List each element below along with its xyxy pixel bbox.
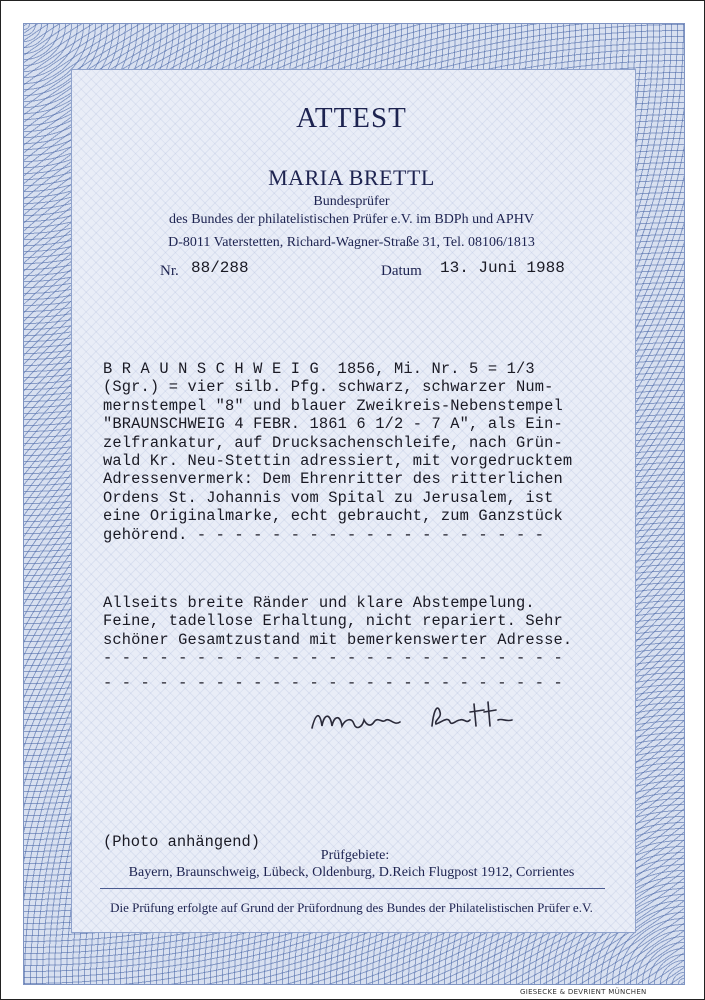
examiner-signature bbox=[300, 690, 540, 745]
description-line: B R A U N S C H W E I G 1856, Mi. Nr. 5 = 1/3 bbox=[103, 360, 535, 378]
printer-mark: GIESECKE & DEVRIENT MÜNCHEN bbox=[520, 988, 647, 996]
pruefgebiete-label: Prüfgebiete: bbox=[320, 848, 390, 863]
description-line: Ordens St. Johannis vom Spital zu Jerusalem, ist bbox=[103, 488, 554, 507]
examiner-name: MARIA BRETTL bbox=[268, 165, 435, 190]
condition-paragraph bbox=[103, 594, 572, 668]
condition-line: Feine, tadellose Erhaltung, nicht repariert. Sehr bbox=[103, 612, 563, 631]
description-line: gehörend. - - - - - - - - - - - - - - - - - - - bbox=[103, 525, 545, 544]
date-label: Datum bbox=[381, 263, 422, 279]
footer-rule bbox=[100, 888, 605, 889]
examiner-association: des Bundes der philatelistischen Prüfer e.V. im BDPh und APHV bbox=[169, 212, 534, 227]
pruefgebiete-list: Bayern, Braunschweig, Lübeck, Oldenburg, D.Reich Flugpost 1912, Corrientes bbox=[128, 865, 575, 880]
description-line: wald Kr. Neu-Stettin adressiert, mit vorgedrucktem bbox=[103, 452, 573, 471]
certificate-number: 88/288 bbox=[191, 259, 249, 277]
description-line: Adressenvermerk: Dem Ehrenritter des ritterlichen bbox=[103, 470, 563, 489]
condition-line: - - - - - - - - - - - - - - - - - - - - - - - - - bbox=[103, 649, 563, 668]
description-line: "BRAUNSCHWEIG 4 FEBR. 1861 6 1/2 - 7 A", als Ein- bbox=[103, 415, 563, 434]
dash-separator: - - - - - - - - - - - - - - - - - - - - - - - - - bbox=[103, 674, 563, 692]
certificate-date: 13. Juni 1988 bbox=[440, 259, 565, 277]
description-paragraph bbox=[103, 360, 572, 544]
certificate-title: ATTEST bbox=[296, 102, 407, 134]
examiner-address: D-8011 Vaterstetten, Richard-Wagner-Straße 31, Tel. 08106/1813 bbox=[168, 235, 535, 250]
description-line: mernstempel "8" und blauer Zweikreis-Nebenstempel bbox=[103, 396, 563, 415]
description-line: eine Originalmarke, echt gebraucht, zum Ganzstück bbox=[103, 507, 563, 526]
condition-line: schöner Gesamtzustand mit bemerkenswerter Adresse. bbox=[103, 630, 573, 649]
description-line: (Sgr.) = vier silb. Pfg. schwarz, schwarzer Num- bbox=[103, 378, 554, 397]
footer-note: Die Prüfung erfolgte auf Grund der Prüfordnung des Bundes der Philatelistischen Prüfer e.V. bbox=[110, 900, 593, 915]
photo-note: (Photo anhängend) bbox=[103, 833, 261, 851]
examiner-role: Bundesprüfer bbox=[313, 194, 390, 209]
number-label: Nr. bbox=[160, 263, 179, 279]
condition-line: Allseits breite Ränder und klare Abstempelung. bbox=[103, 594, 535, 612]
description-line: zelfrankatur, auf Drucksachenschleife, nach Grün- bbox=[103, 433, 563, 452]
